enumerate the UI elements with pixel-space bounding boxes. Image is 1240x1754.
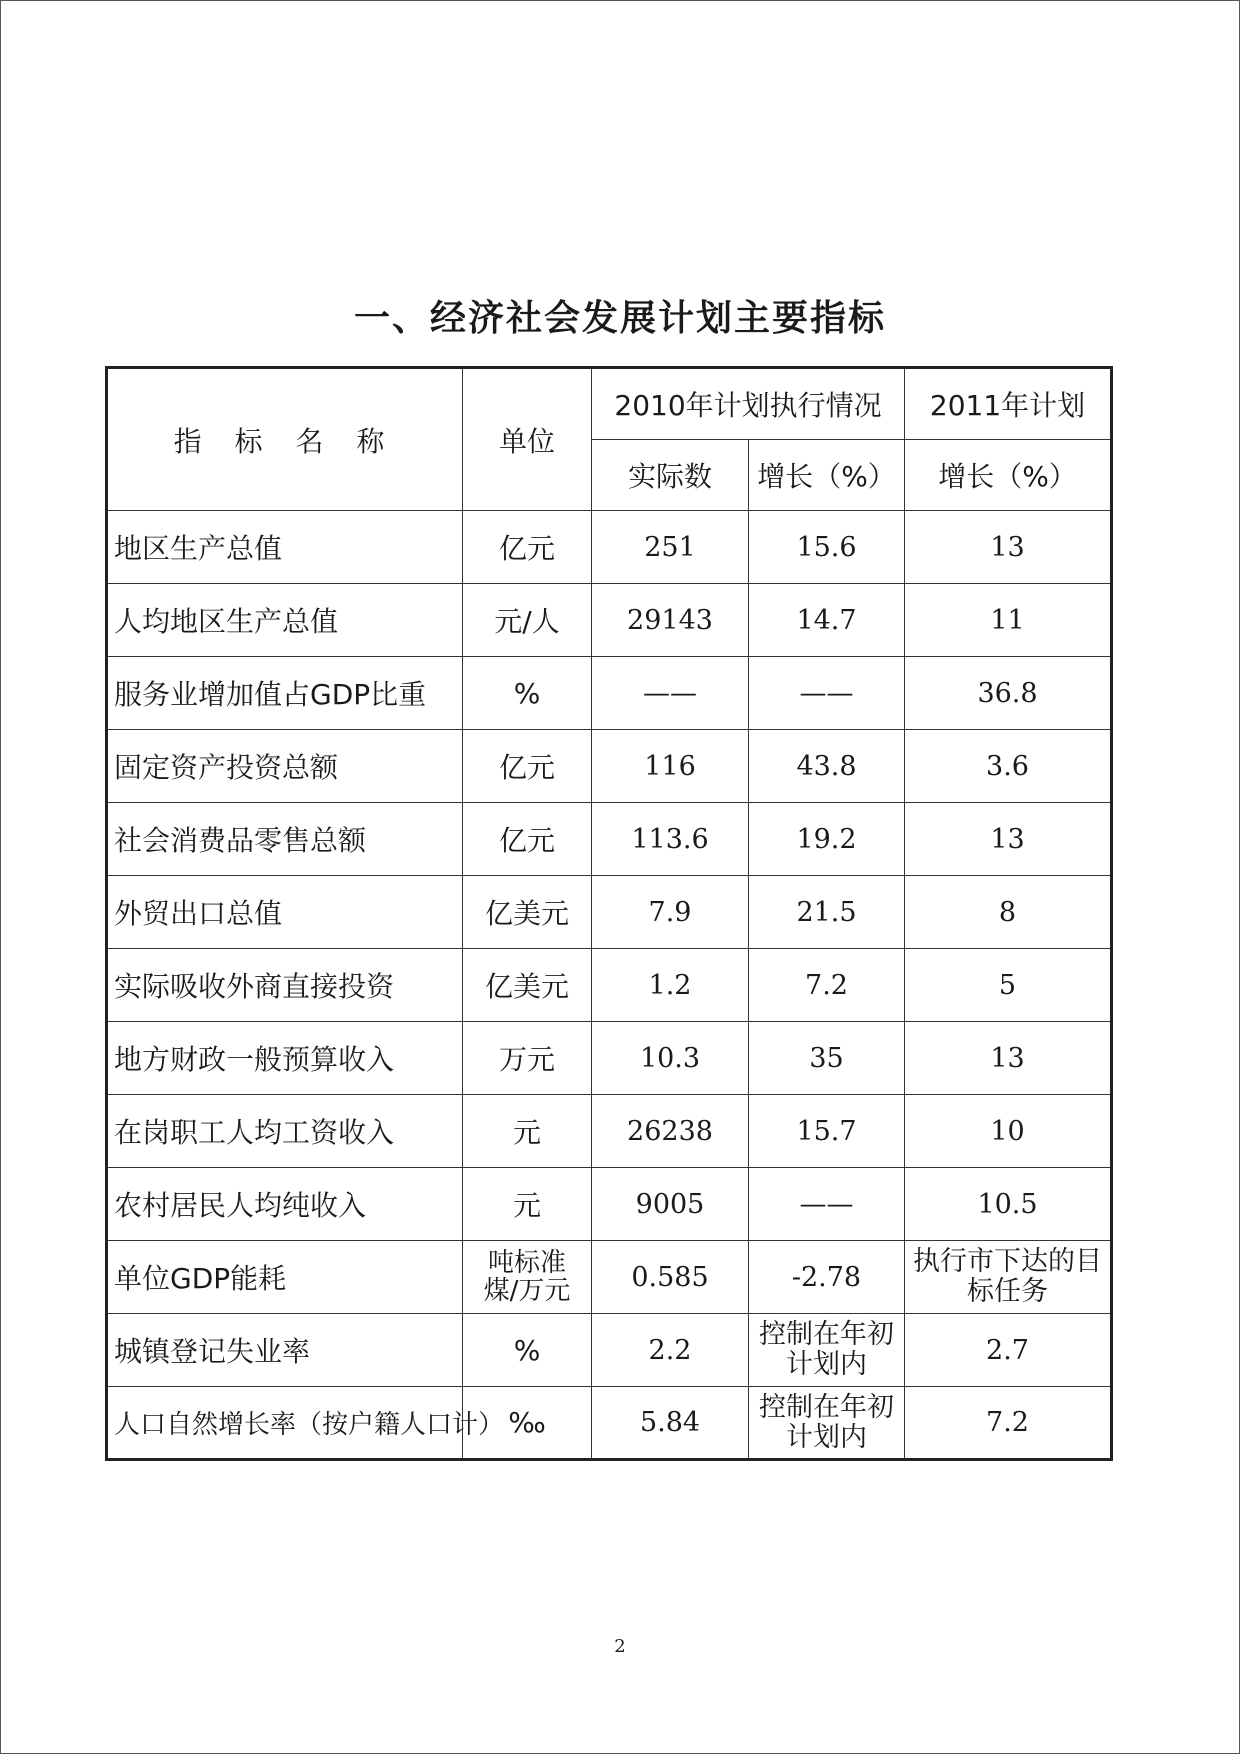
row-actual: 1.2 [592,949,749,1022]
row-actual: 113.6 [592,803,749,876]
row-growth-2010: 14.7 [749,584,905,657]
row-growth-2010: 控制在年初计划内 [749,1387,905,1460]
row-unit: 吨标准煤/万元 [463,1241,592,1314]
row-unit: 元 [463,1168,592,1241]
row-name: 实际吸收外商直接投资 [107,949,463,1022]
row-actual: 5.84 [592,1387,749,1460]
row-actual: 26238 [592,1095,749,1168]
row-unit: 亿元 [463,511,592,584]
row-actual: 9005 [592,1168,749,1241]
row-plan-2011: 10.5 [905,1168,1112,1241]
row-actual: 29143 [592,584,749,657]
table-row [107,730,1112,803]
row-name: 固定资产投资总额 [107,730,463,803]
row-name: 在岗职工人均工资收入 [107,1095,463,1168]
row-growth-2010: 控制在年初计划内 [749,1314,905,1387]
row-unit: 亿美元 [463,876,592,949]
header-growth-2011: 增长（%） [905,440,1112,511]
table-row [107,584,1112,657]
table-row [107,803,1112,876]
row-name: 地区生产总值 [107,511,463,584]
row-plan-2011: 13 [905,803,1112,876]
row-plan-2011: 8 [905,876,1112,949]
row-name: 城镇登记失业率 [107,1314,463,1387]
row-name: 地方财政一般预算收入 [107,1022,463,1095]
row-actual: 116 [592,730,749,803]
row-growth-2010: 35 [749,1022,905,1095]
row-plan-2011: 13 [905,511,1112,584]
row-growth-2010: 43.8 [749,730,905,803]
header-2011-plan: 2011年计划 [905,368,1112,440]
row-unit: ‰ [463,1387,592,1460]
table-row [107,1095,1112,1168]
table-row [107,657,1112,730]
row-unit: % [463,1314,592,1387]
table-row [107,1241,1112,1314]
table-row [107,949,1112,1022]
row-actual: —— [592,657,749,730]
row-unit: % [463,657,592,730]
header-2010-execution: 2010年计划执行情况 [592,368,905,440]
row-name: 服务业增加值占GDP比重 [107,657,463,730]
header-unit: 单位 [463,368,592,511]
row-growth-2010: 15.6 [749,511,905,584]
row-growth-2010: —— [749,1168,905,1241]
row-unit: 亿美元 [463,949,592,1022]
row-plan-2011: 7.2 [905,1387,1112,1460]
indicators-table [105,366,1113,1461]
row-name: 人均地区生产总值 [107,584,463,657]
row-growth-2010: 19.2 [749,803,905,876]
row-name: 农村居民人均纯收入 [107,1168,463,1241]
row-name: 社会消费品零售总额 [107,803,463,876]
row-growth-2010: -2.78 [749,1241,905,1314]
row-plan-2011: 执行市下达的目标任务 [905,1241,1112,1314]
row-unit: 亿元 [463,803,592,876]
header-growth-2010: 增长（%） [749,440,905,511]
row-name: 人口自然增长率（按户籍人口计） [107,1387,463,1460]
row-plan-2011: 13 [905,1022,1112,1095]
row-unit: 元 [463,1095,592,1168]
table-row [107,1314,1112,1387]
row-unit: 亿元 [463,730,592,803]
row-plan-2011: 3.6 [905,730,1112,803]
row-name: 单位GDP能耗 [107,1241,463,1314]
row-name: 外贸出口总值 [107,876,463,949]
row-actual: 10.3 [592,1022,749,1095]
table-row [107,1022,1112,1095]
row-plan-2011: 36.8 [905,657,1112,730]
row-actual: 0.585 [592,1241,749,1314]
header-actual: 实际数 [592,440,749,511]
row-actual: 2.2 [592,1314,749,1387]
row-actual: 251 [592,511,749,584]
row-unit: 元/人 [463,584,592,657]
row-growth-2010: 7.2 [749,949,905,1022]
row-growth-2010: 21.5 [749,876,905,949]
row-actual: 7.9 [592,876,749,949]
table-row [107,1168,1112,1241]
header-indicator-name: 指 标 名 称 [107,368,463,511]
row-growth-2010: 15.7 [749,1095,905,1168]
row-plan-2011: 11 [905,584,1112,657]
table-row [107,876,1112,949]
table-row [107,1387,1112,1460]
table-row [107,511,1112,584]
row-plan-2011: 5 [905,949,1112,1022]
page-number: 2 [614,1636,626,1657]
row-plan-2011: 2.7 [905,1314,1112,1387]
row-plan-2011: 10 [905,1095,1112,1168]
row-growth-2010: —— [749,657,905,730]
page-title: 一、经济社会发展计划主要指标 [353,298,886,339]
row-unit: 万元 [463,1022,592,1095]
